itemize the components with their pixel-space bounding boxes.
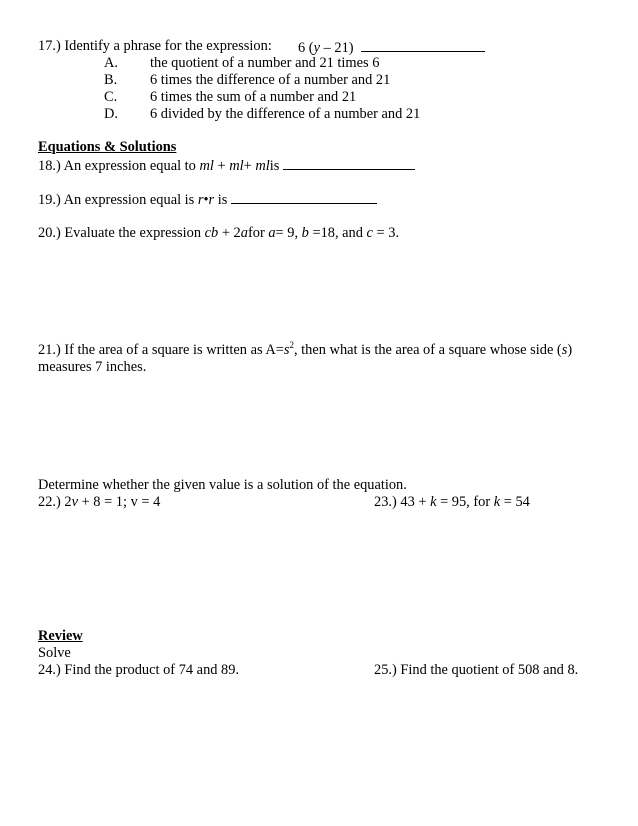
q17-answer-blank[interactable] <box>361 38 485 52</box>
option-text: 6 divided by the difference of a number and 21 <box>150 106 421 122</box>
q17-option-c <box>0 89 638 106</box>
q21-line1 <box>38 342 572 359</box>
q23-text: 23.) 43 + <box>374 494 431 510</box>
q21-line2: measures 7 inches. <box>38 359 147 375</box>
q18-var: ml <box>229 158 244 174</box>
q17-option-d <box>0 106 638 123</box>
q23-var: k <box>493 494 501 510</box>
q23-var: k <box>430 494 437 510</box>
q18-text: 18.) An expression equal to <box>38 158 200 174</box>
q19-var: r <box>197 192 204 208</box>
q17-expr-coef: 6 ( <box>298 40 314 56</box>
q18-answer-blank[interactable] <box>283 156 415 170</box>
q20-val: =18, and <box>308 225 367 241</box>
section-heading-review: Review <box>38 628 83 644</box>
q19-answer-blank[interactable] <box>231 190 377 204</box>
option-text: the quotient of a number and 21 times 6 <box>150 55 380 71</box>
option-letter: D. <box>104 106 118 122</box>
q19-text-end: is <box>214 192 231 208</box>
q19 <box>38 190 377 209</box>
q22-text-end: + 8 = 1; v = 4 <box>77 494 161 510</box>
q22 <box>38 494 160 511</box>
option-letter: C. <box>104 89 118 105</box>
q23-text-mid: = 95, for <box>436 494 494 510</box>
q17-prompt-text: 17.) Identify a phrase for the expression: <box>38 38 272 54</box>
q17-prompt <box>38 38 272 55</box>
q21-text-mid: , then what is the area of a square whose side ( <box>293 342 562 358</box>
q19-dot: • <box>203 192 209 208</box>
q20-val: = 9, <box>275 225 302 241</box>
q22-text: 22.) 2 <box>38 494 72 510</box>
q21-var: s <box>283 342 290 358</box>
q19-text: 19.) An expression equal is <box>38 192 198 208</box>
q20-var: a <box>268 225 276 241</box>
option-letter: B. <box>104 72 118 88</box>
q21-text-end: ) <box>567 342 573 358</box>
q18-var: ml <box>199 158 214 174</box>
q18-text-end: is <box>269 158 283 174</box>
q20-for: for <box>247 225 269 241</box>
q20-var: b <box>301 225 309 241</box>
q21-var: s <box>561 342 568 358</box>
q23-text-end: = 54 <box>500 494 530 510</box>
q20-var: a <box>240 225 248 241</box>
q21-text: 21.) If the area of a square is written as A= <box>38 342 284 358</box>
q21-exponent: 2 <box>289 340 294 351</box>
q17-option-b <box>0 72 638 89</box>
q20-var: cb <box>204 225 219 241</box>
option-letter: A. <box>104 55 118 71</box>
solve-label: Solve <box>38 645 71 661</box>
q20-op: + 2 <box>218 225 241 241</box>
q18 <box>38 156 415 175</box>
q18-op: + <box>243 158 256 174</box>
q17-option-a <box>0 55 638 72</box>
q20-var: c <box>366 225 373 241</box>
determine-instructions: Determine whether the given value is a solution of the equation. <box>38 477 407 493</box>
q22-var: v <box>71 494 78 510</box>
q17-expr-var: y <box>313 40 320 56</box>
section-heading-equations: Equations & Solutions <box>38 139 177 155</box>
q18-op: + <box>213 158 230 174</box>
q20 <box>38 225 399 242</box>
option-text: 6 times the sum of a number and 21 <box>150 89 357 105</box>
option-text: 6 times the difference of a number and 21 <box>150 72 391 88</box>
q23 <box>374 494 530 511</box>
q20-val: = 3. <box>372 225 400 241</box>
q24: 24.) Find the product of 74 and 89. <box>38 662 240 678</box>
q25: 25.) Find the quotient of 508 and 8. <box>374 662 579 678</box>
q20-text: 20.) Evaluate the expression <box>38 225 205 241</box>
q18-var: ml <box>255 158 270 174</box>
q17-expr-rest: – 21) <box>319 40 354 56</box>
q19-var: r <box>208 192 215 208</box>
